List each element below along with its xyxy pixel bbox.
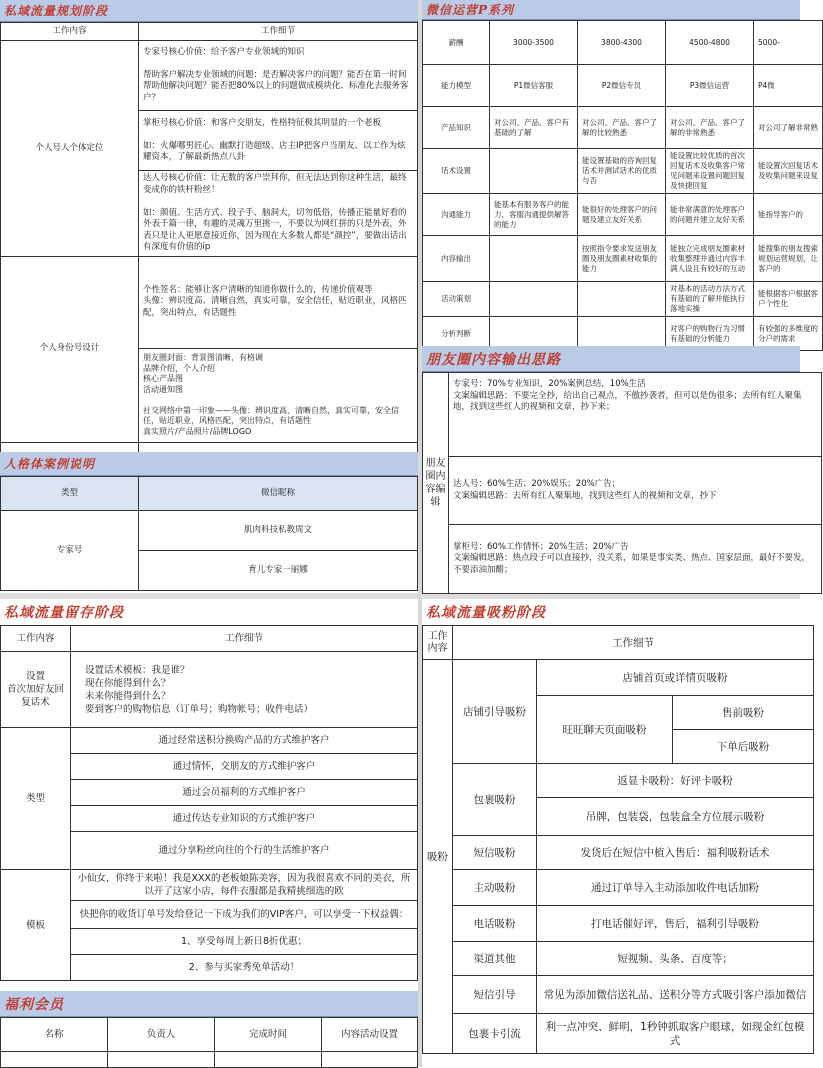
wechat-p-cell: 能很好的处理客户的问题及建立友好关系 — [578, 194, 666, 236]
acquire-table — [422, 625, 814, 1054]
wechat-p-cell: P2微信专员 — [578, 65, 666, 107]
wechat-p-cell: 有较强的多维度的分户的需求 — [754, 317, 823, 351]
wechat-p-row-label: 话术设置 — [423, 149, 490, 194]
acquire-smsguide-text: 常见为添加微信送礼品、送积分等方式吸引客户添加微信 — [537, 976, 814, 1014]
wechat-p-panel — [422, 0, 818, 346]
persona-col-nick: 微信昵称 — [139, 477, 418, 511]
persona-table — [0, 476, 418, 591]
wechat-p-cell: 对公司、产品、客户有基础的了解 — [490, 107, 578, 149]
moments-table — [422, 372, 822, 594]
persona-panel — [0, 452, 418, 593]
persona-type: 专家号 — [1, 511, 139, 591]
acquire-channel-label: 渠道其他 — [453, 942, 537, 976]
wechat-p-cell: 能基本有服务客户的能力，客服沟通提供解答的能力 — [490, 194, 578, 236]
retention-type-item: 通过分享粉丝向往的个行的生活维护客户 — [71, 832, 418, 870]
wechat-p-cell — [490, 236, 578, 282]
persona-name: 肌肉科技私教周文 — [139, 511, 418, 551]
welfare-header: 负责人 — [108, 1018, 215, 1052]
welfare-empty-cell — [215, 1052, 322, 1068]
acquire-active-text: 通过订单导入主动添加收件电话加粉 — [537, 870, 814, 906]
retention-type-item: 通过经常送积分换购产品的方式维护客户 — [71, 728, 418, 754]
welfare-panel — [0, 991, 418, 1067]
retention-template-line: 2、参与买家秀免单活动！ — [71, 955, 418, 981]
wechat-p-title: 微信运营P系列 — [422, 0, 800, 20]
planning-panel — [0, 0, 418, 452]
wechat-p-header: 薪酬 — [423, 21, 490, 65]
welfare-empty-cell — [322, 1052, 418, 1068]
planning-row1-label: 个人号人个体定位 — [1, 41, 139, 257]
wechat-p-cell: 能指导客户的 — [754, 194, 823, 236]
acquire-card-label: 包裹卡引流 — [453, 1014, 537, 1054]
planning-row2-label: 个人身份号设计 — [1, 256, 139, 442]
welfare-empty-cell — [1, 1052, 108, 1068]
acquire-phone-label: 电话吸粉 — [453, 906, 537, 942]
acquire-main-label: 吸粉 — [423, 660, 453, 1054]
wechat-p-cell: P3微信运营 — [666, 65, 754, 107]
wechat-p-cell: 对客户的购物行为习惯有基础的分析能力 — [666, 317, 754, 351]
acquire-parcel-a: 返显卡吸粉：好评卡吸粉 — [537, 764, 814, 798]
wechat-p-cell: 对公司、产品、客户了解的比较熟悉 — [578, 107, 666, 149]
retention-row2-label: 类型 — [1, 728, 71, 870]
welfare-title: 福利会员 — [0, 991, 418, 1017]
planning-cell: 个性签名：能够让客户清晰的知道你做什么的，传递价值观等 头像：辨识度高、清晰自然，真实可靠，安全信任，贴近职业，风格匹配，突出特点，有话题性 — [139, 256, 418, 348]
wechat-p-header: 3000-3500 — [490, 21, 578, 65]
wechat-p-row-label: 产品知识 — [423, 107, 490, 149]
wechat-p-cell: P1微信客服 — [490, 65, 578, 107]
acquire-wangwang: 旺旺聊天页面吸粉 — [537, 696, 673, 764]
wechat-p-cell: 对公司了解非常熟 — [754, 107, 823, 149]
persona-col-type: 类型 — [1, 477, 139, 511]
moments-panel — [422, 346, 811, 593]
acquire-smsguide-label: 短信引导 — [453, 976, 537, 1014]
wechat-p-cell: 能非常满意的处理客户的问题并建立友好关系 — [666, 194, 754, 236]
acquire-col-detail: 工作细节 — [453, 626, 814, 660]
retention-type-item: 通过传达专业知识的方式维护客户 — [71, 806, 418, 832]
wechat-p-row-label: 分析判断 — [423, 317, 490, 351]
wechat-p-cell: 能搜集的朋友搜索规划运营规划，让客户的 — [754, 236, 823, 282]
welfare-empty-cell — [108, 1052, 215, 1068]
moments-title: 朋友圈内容输出思路 — [422, 346, 800, 372]
retention-col-detail: 工作细节 — [71, 626, 418, 652]
wechat-p-cell — [578, 282, 666, 317]
retention-template-line: 1、享受每周上新日8折优惠； — [71, 929, 418, 955]
acquire-parcel-b: 吊牌，包装袋，包装盒全方位展示吸粉 — [537, 798, 814, 836]
acquire-channel-text: 短视频、头条、百度等； — [537, 942, 814, 976]
retention-title: 私域流量留存阶段 — [0, 599, 418, 625]
planning-col-detail: 工作细节 — [139, 23, 418, 41]
acquire-postorder: 下单后吸粉 — [673, 730, 814, 764]
wechat-p-row-label: 内容输出 — [423, 236, 490, 282]
acquire-title: 私域流量吸粉阶段 — [422, 599, 800, 625]
retention-row3-label: 模板 — [1, 870, 71, 981]
retention-row1-text: 设置话术模板：我是谁？ 现在你能得到什么？ 未来你能得到什么？ 要到客户的购物信息（订单号；购物帐号；收件电话） — [71, 652, 418, 728]
wechat-p-cell: 能根据客户根据客户个性化 — [754, 282, 823, 317]
acquire-phone-text: 打电话催好评，售后，福利引导吸粉 — [537, 906, 814, 942]
welfare-header: 完成时间 — [215, 1018, 322, 1052]
retention-row1-label: 设置 首次加好友回复话术 — [1, 652, 71, 728]
wechat-p-header: 3800-4300 — [578, 21, 666, 65]
acquire-shop-label: 店铺引导吸粉 — [453, 660, 537, 764]
wechat-p-cell: 对基本的活动方法方式有基础的了解并能执行落地实操 — [666, 282, 754, 317]
acquire-sms-text: 发货后在短信中植入售后：福利吸粉话术 — [537, 836, 814, 870]
acquire-parcel-label: 包裹吸粉 — [453, 764, 537, 836]
retention-col-work: 工作内容 — [1, 626, 71, 652]
wechat-p-cell: 对公司、产品、客户了解的非常熟悉 — [666, 107, 754, 149]
wechat-p-row-label: 活动策划 — [423, 282, 490, 317]
retention-type-item: 通过情怀，交朋友的方式维护客户 — [71, 754, 418, 780]
wechat-p-cell: P4微 — [754, 65, 823, 107]
moments-side-label: 朋友圈内容编辑 — [423, 373, 449, 594]
planning-table — [0, 22, 418, 455]
welfare-table — [0, 1017, 418, 1068]
moments-block: 专家号：70%专业知识，20%案例总结，10%生活 文案编辑思路：不要完全抄，给出自己观点，不傲抄袭者，但可以是伪很多；去所有红人聚集地，找到这些红人的视频和文章，抄下来； — [449, 373, 822, 457]
planning-title: 私域流量规划阶段 — [0, 0, 418, 22]
planning-cell: 掌柜号核心价值：和客户交朋友，性格特征极其明显的一个老板 如：火爆哪男匠心、幽默打造超级、店主IP把客户当朋友、以工作为炫耀资本，了解最新热点八卦 — [139, 111, 418, 171]
planning-col-work: 工作内容 — [1, 23, 139, 41]
acquire-shop-home: 店铺首页或详情页吸粉 — [537, 660, 814, 696]
wechat-p-cell — [490, 282, 578, 317]
planning-cell: 专家号核心价值：给予客户专业领域的知识 帮助客户解决专业领域的问题：是否解决客户的问题？能否在第一时间帮助他解决问题？能否把80%以上的问题做成模块化、标准化去服务客户？ — [139, 41, 418, 111]
wechat-p-header: 4500-4800 — [666, 21, 754, 65]
wechat-p-cell: 能设置比较优质的首次回复话术及收集客户常见问题来设置问题回复及快捷回复 — [666, 149, 754, 194]
acquire-card-text: 利一点冲突、鲜明，1秒钟抓取客户眼球，如现金红包模式 — [537, 1014, 814, 1054]
planning-cell: 朋友圈封面：背景图清晰，有格调 品牌介绍，个人介绍 核心产品图 活动通知图 社交网络中第一印象——头像：辨识度高、清晰自然，真实可靠，安全信任，贴近职业，风格匹配，突出特点，有话题性 真实照片/产品照片/品牌LOGO — [139, 348, 418, 442]
moments-block: 达人号：60%生活；20%娱乐；20%广告； 文案编辑思路：去所有红人聚集地，找到这些红人的视频和文章，抄下 — [449, 457, 822, 525]
acquire-sms-label: 短信吸粉 — [453, 836, 537, 870]
retention-panel — [0, 599, 418, 991]
persona-name: 育儿专家一丽娜 — [139, 551, 418, 591]
wechat-p-row-label: 能力模型 — [423, 65, 490, 107]
acquire-active-label: 主动吸粉 — [453, 870, 537, 906]
retention-template-line: 小仙女，你终于来啦！我是XXX的老板娘陈美容，因为我很喜欢不同的美衣，所以开了这家小店，每件衣服都是我精挑细选的欧 — [71, 870, 418, 901]
retention-template-line: 快把你的收货订单号发给登记一下成为我们的VIP客户，可以享受一下权益偶： — [71, 901, 418, 929]
acquire-panel — [422, 599, 807, 1067]
retention-type-item: 通过会员福利的方式维护客户 — [71, 780, 418, 806]
acquire-presale: 售前吸粉 — [673, 696, 814, 730]
moments-block: 掌柜号：60%工作情怀；20%生活；20%广告 文案编辑思路：热点段子可以直接抄，没关系，如果是事实类、热点、国家层面，最好不要发，不要添油加醋； — [449, 525, 822, 594]
wechat-p-table — [422, 20, 823, 351]
retention-table — [0, 625, 418, 981]
welfare-header: 名称 — [1, 1018, 108, 1052]
wechat-p-cell: 能设置次回复话术及收集问题来设复 — [754, 149, 823, 194]
wechat-p-cell: 按照指令要求发送朋友圈及朋友圈素材收集的能力 — [578, 236, 666, 282]
wechat-p-cell: 能独立完成朋友圈素材收集整理并通过内容丰满人设且有较好的互动 — [666, 236, 754, 282]
wechat-p-cell — [490, 149, 578, 194]
welfare-header: 内容活动设置 — [322, 1018, 418, 1052]
wechat-p-header: 5000- — [754, 21, 823, 65]
acquire-col-work: 工作内容 — [423, 626, 453, 660]
wechat-p-cell: 能设置基础的咨询回复话术并测试话术的优质与否 — [578, 149, 666, 194]
persona-title: 人格体案例说明 — [0, 452, 418, 476]
wechat-p-row-label: 沟通能力 — [423, 194, 490, 236]
planning-cell: 达人号核心价值：让无数的客户崇拜你，但无法达到你这种生活，最终变成你的铁杆粉丝！ 如：颜值、生活方式、段子手、脑洞大，切勿低俗，传播正能量好看的外表千篇一律，有趣的灵魂万里挑一，不要以为网红拼的只是外表，外表只是让人更愿意接近你，因为现在大多数人都是“颜控”，要做出话出有深度有价值的ip — [139, 171, 418, 257]
